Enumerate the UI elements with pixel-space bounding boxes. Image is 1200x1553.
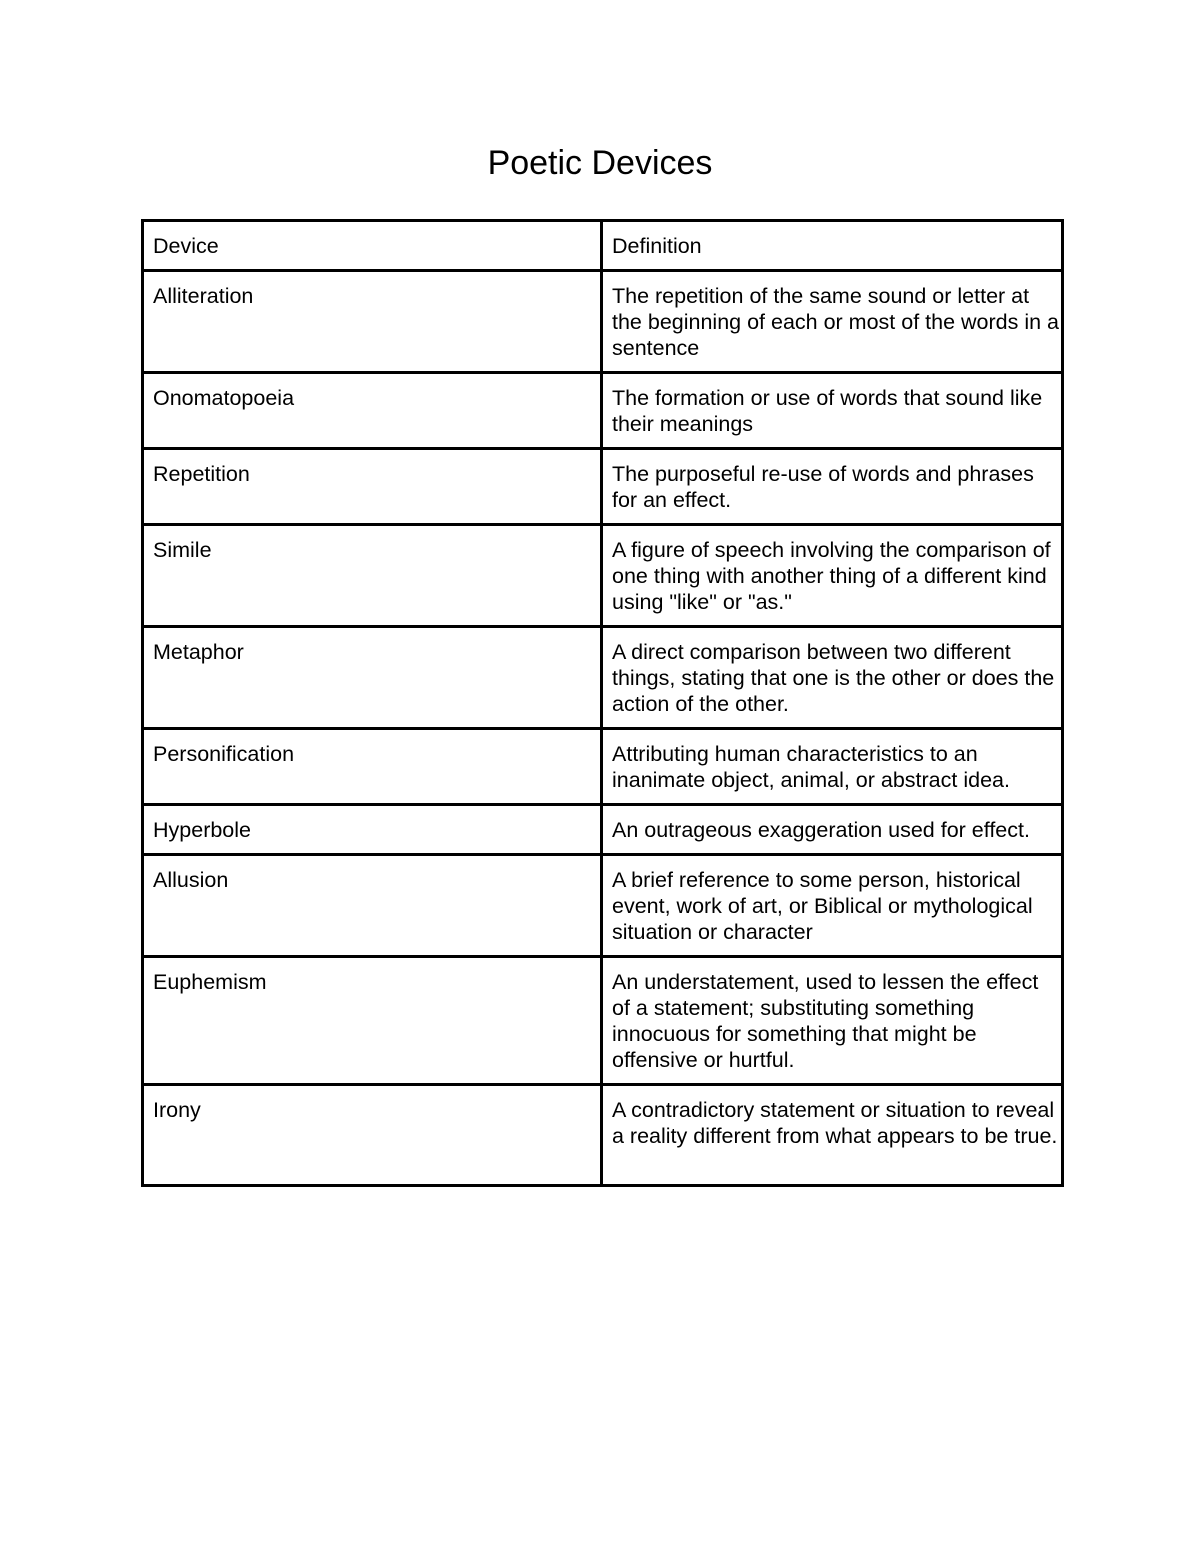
device-cell: Alliteration	[143, 271, 602, 373]
definition-cell: A figure of speech involving the comparison of one thing with another thing of a different kind using "like" or "as."	[602, 525, 1063, 627]
table-row	[143, 449, 1063, 525]
column-header-definition: Definition	[602, 221, 1063, 271]
table-row	[143, 729, 1063, 805]
definition-cell: The repetition of the same sound or letter at the beginning of each or most of the words in a sentence	[602, 271, 1063, 373]
definition-cell: The purposeful re-use of words and phrases for an effect.	[602, 449, 1063, 525]
table-row	[143, 373, 1063, 449]
page-title: Poetic Devices	[487, 144, 713, 182]
table-row	[143, 271, 1063, 373]
definition-cell: The formation or use of words that sound like their meanings	[602, 373, 1063, 449]
definition-cell: A direct comparison between two different things, stating that one is the other or does the action of the other.	[602, 627, 1063, 729]
definition-cell: A brief reference to some person, historical event, work of art, or Biblical or mythological situation or character	[602, 855, 1063, 957]
poetic-devices-table	[141, 219, 1064, 1187]
device-cell: Onomatopoeia	[143, 373, 602, 449]
table-row	[143, 957, 1063, 1085]
device-cell: Allusion	[143, 855, 602, 957]
definition-cell: An outrageous exaggeration used for effect.	[602, 805, 1063, 855]
definition-cell: Attributing human characteristics to an inanimate object, animal, or abstract idea.	[602, 729, 1063, 805]
device-cell: Euphemism	[143, 957, 602, 1085]
table-header-row	[143, 221, 1063, 271]
table-row	[143, 855, 1063, 957]
table-row	[143, 525, 1063, 627]
device-cell: Simile	[143, 525, 602, 627]
column-header-device: Device	[143, 221, 602, 271]
table-row	[143, 805, 1063, 855]
table-row	[143, 627, 1063, 729]
device-cell: Irony	[143, 1085, 602, 1186]
definition-cell: An understatement, used to lessen the effect of a statement; substituting something innocuous for something that might be offensive or hurtful.	[602, 957, 1063, 1085]
device-cell: Metaphor	[143, 627, 602, 729]
device-cell: Hyperbole	[143, 805, 602, 855]
device-cell: Repetition	[143, 449, 602, 525]
device-cell: Personification	[143, 729, 602, 805]
definition-cell: A contradictory statement or situation to reveal a reality different from what appears to be true.	[602, 1085, 1063, 1186]
table-row	[143, 1085, 1063, 1186]
